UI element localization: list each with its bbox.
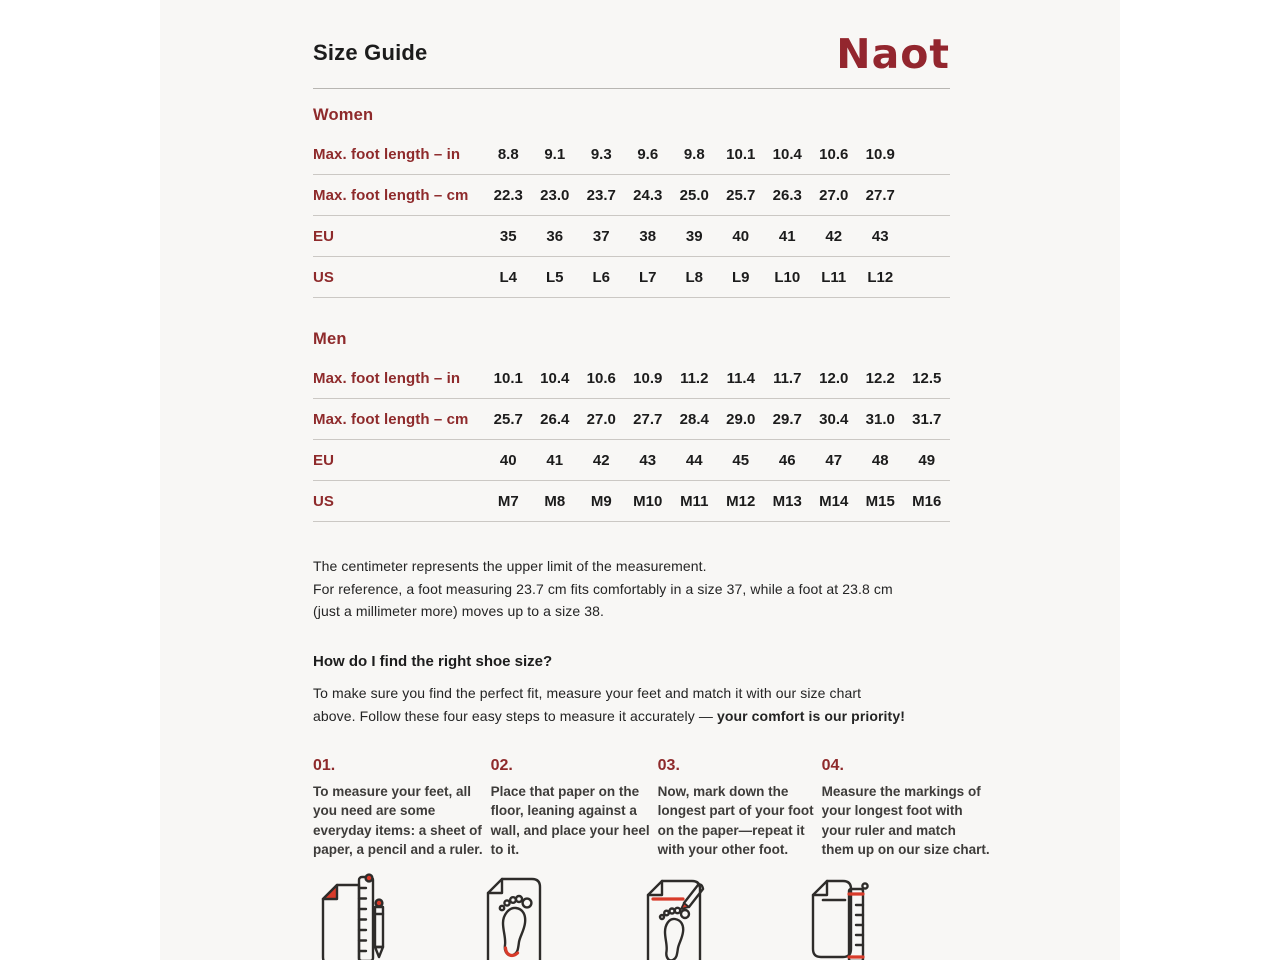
table-row [313, 481, 950, 522]
row-values [485, 228, 950, 245]
row-label: Max. foot length – in [313, 369, 461, 387]
list-item: L12 [867, 268, 894, 286]
steps-row [313, 756, 990, 860]
list-item: M16 [912, 492, 942, 510]
list-item: 28.4 [679, 410, 709, 428]
list-item: 35 [499, 227, 517, 245]
row-values [485, 370, 950, 387]
list-item: M9 [590, 492, 612, 510]
table-row [313, 175, 950, 216]
row-values [485, 269, 950, 286]
row-values [485, 452, 950, 469]
row-label: EU [313, 227, 335, 245]
list-item: 9.1 [544, 145, 566, 163]
list-item: 24.3 [633, 186, 663, 204]
row-values [485, 493, 950, 510]
step-2-number: 02. [490, 756, 513, 774]
row-values [485, 187, 950, 204]
list-item: 10.1 [493, 369, 523, 387]
paper-with-ruler-icon [801, 873, 873, 960]
guide-intro [313, 682, 950, 728]
list-item: The centimeter represents the upper limit of the measurement. [313, 558, 707, 574]
list-item: 10.9 [865, 145, 895, 163]
row-label: Max. foot length – cm [313, 186, 469, 204]
list-item: M10 [633, 492, 663, 510]
list-item: 25.7 [493, 410, 523, 428]
list-item: 25.7 [726, 186, 756, 204]
table-row [313, 358, 950, 399]
step-2-text [491, 782, 650, 860]
list-item: 27.0 [819, 186, 849, 204]
list-item: 8.8 [497, 145, 519, 163]
list-item: L7 [638, 268, 657, 286]
content-area [313, 0, 990, 960]
list-item: 48 [871, 451, 889, 469]
list-item: 11.2 [680, 369, 709, 387]
list-item: 10.4 [772, 145, 802, 163]
list-item: 25.0 [679, 186, 709, 204]
list-item: 22.3 [493, 186, 523, 204]
list-item: 37 [592, 227, 610, 245]
list-item: 43 [639, 451, 657, 469]
list-item: paper, a pencil and a ruler. [313, 842, 483, 857]
women-section [313, 106, 950, 298]
header [313, 0, 950, 89]
list-item: 12.0 [819, 369, 849, 387]
list-item: L6 [592, 268, 610, 286]
list-item: 10.4 [540, 369, 570, 387]
intro-line-2: above. Follow these four easy steps to measure it accurately — [313, 707, 717, 724]
list-item: 10.9 [633, 369, 663, 387]
list-item: floor, leaning against a [490, 803, 637, 818]
list-item: L5 [545, 268, 564, 286]
row-values [485, 411, 950, 428]
list-item: M7 [497, 492, 519, 510]
table-row [313, 134, 950, 175]
list-item: Place that paper on the [490, 783, 640, 799]
list-item: M12 [726, 492, 756, 510]
women-size-table [313, 134, 950, 298]
women-heading: Women [313, 106, 374, 124]
list-item: 30.4 [819, 410, 849, 428]
list-item: 27.0 [586, 410, 616, 428]
list-item: 40 [732, 227, 750, 245]
list-item: M8 [544, 492, 566, 510]
list-item: L9 [731, 268, 750, 286]
step-4-text [822, 782, 990, 860]
intro-line-2-bold: your comfort is our priority! [716, 707, 905, 724]
measurement-note [313, 555, 950, 623]
list-item: 27.7 [865, 186, 895, 204]
list-item: 41 [778, 227, 796, 245]
list-item: 10.6 [586, 369, 616, 387]
men-size-table [313, 358, 950, 522]
table-row [313, 399, 950, 440]
list-item: 44 [685, 451, 703, 469]
list-item: 12.2 [865, 369, 895, 387]
list-item: you need are some [313, 803, 436, 818]
list-item: 10.1 [726, 145, 756, 163]
list-item: M15 [865, 492, 895, 510]
list-item: with your other foot. [657, 842, 789, 857]
list-item: 11.7 [773, 369, 802, 387]
row-label: Max. foot length – in [313, 145, 461, 163]
list-item: M13 [772, 492, 802, 510]
list-item: 11.4 [726, 369, 755, 387]
list-item: 26.4 [540, 410, 570, 428]
list-item: To measure your feet, all [313, 783, 472, 799]
list-item: 40 [499, 451, 517, 469]
list-item: Now, mark down the [657, 783, 789, 799]
step-4 [822, 757, 990, 860]
list-item: L8 [685, 268, 703, 286]
list-item: your longest foot with [821, 803, 963, 818]
list-item: L11 [821, 268, 847, 286]
step-1-number: 01. [313, 756, 336, 774]
paper-ruler-pencil-icon [317, 873, 389, 960]
row-label: US [313, 268, 335, 286]
list-item: them up on our size chart. [821, 842, 990, 857]
list-item: 23.7 [586, 186, 616, 204]
list-item: 29.7 [772, 410, 802, 428]
list-item: 9.6 [637, 145, 659, 163]
guide-heading: How do I find the right shoe size? [313, 652, 553, 670]
list-item: 46 [778, 451, 796, 469]
step-4-number: 04. [821, 756, 844, 774]
size-guide-card [160, 0, 1120, 960]
table-row [313, 440, 950, 481]
list-item: 47 [825, 451, 843, 469]
list-item: 23.0 [540, 186, 570, 204]
list-item: longest part of your foot [657, 803, 814, 818]
step-3-text [658, 782, 814, 860]
list-item: L10 [774, 268, 801, 286]
step-icons-row [313, 873, 950, 960]
list-item: 43 [871, 227, 889, 245]
list-item: to it. [490, 842, 520, 857]
row-values [485, 146, 950, 163]
step-1-text [313, 782, 483, 860]
mark-foot-with-pencil-icon [640, 873, 712, 960]
list-item: (just a millimeter more) moves up to a size 38. [313, 603, 605, 619]
row-label: EU [313, 451, 335, 469]
list-item: 26.3 [772, 186, 802, 204]
list-item: 38 [639, 227, 657, 245]
list-item: For reference, a foot measuring 23.7 cm fits comfortably in a size 37, while a foot at 23.8 cm [313, 580, 893, 597]
list-item: 31.7 [912, 410, 942, 428]
list-item: 31.0 [865, 410, 895, 428]
men-heading: Men [313, 330, 347, 348]
list-item: your ruler and match [821, 822, 956, 838]
step-3 [658, 757, 814, 860]
list-item: 42 [592, 451, 610, 469]
row-label: US [313, 492, 335, 510]
list-item: 29.0 [726, 410, 756, 428]
list-item: 36 [546, 227, 564, 245]
list-item: M14 [819, 492, 849, 510]
list-item: wall, and place your heel [490, 822, 650, 838]
step-3-number: 03. [657, 756, 680, 774]
list-item: on the paper—repeat it [657, 822, 805, 838]
list-item: 27.7 [633, 410, 663, 428]
list-item: 42 [825, 227, 843, 245]
step-2 [491, 757, 650, 860]
list-item: 9.8 [683, 145, 705, 163]
list-item: everyday items: a sheet of [313, 822, 482, 838]
foot-on-paper-icon [478, 873, 550, 960]
table-row [313, 216, 950, 257]
list-item: 39 [685, 227, 703, 245]
men-section [313, 330, 950, 522]
list-item: 10.6 [819, 145, 849, 163]
list-item: 41 [546, 451, 564, 469]
page-title: Size Guide [313, 40, 428, 65]
list-item: 9.3 [590, 145, 612, 163]
list-item: Measure the markings of [821, 783, 981, 799]
list-item: L4 [499, 268, 517, 286]
list-item: 12.5 [912, 369, 942, 387]
list-item: M11 [680, 492, 709, 510]
intro-line-1: To make sure you find the perfect fit, measure your feet and match it with our size chart [313, 684, 862, 701]
naot-logo: Naot [836, 30, 950, 78]
step-1 [313, 757, 483, 860]
table-row [313, 257, 950, 298]
list-item: 49 [918, 451, 936, 469]
row-label: Max. foot length – cm [313, 410, 469, 428]
list-item: 45 [732, 451, 750, 469]
